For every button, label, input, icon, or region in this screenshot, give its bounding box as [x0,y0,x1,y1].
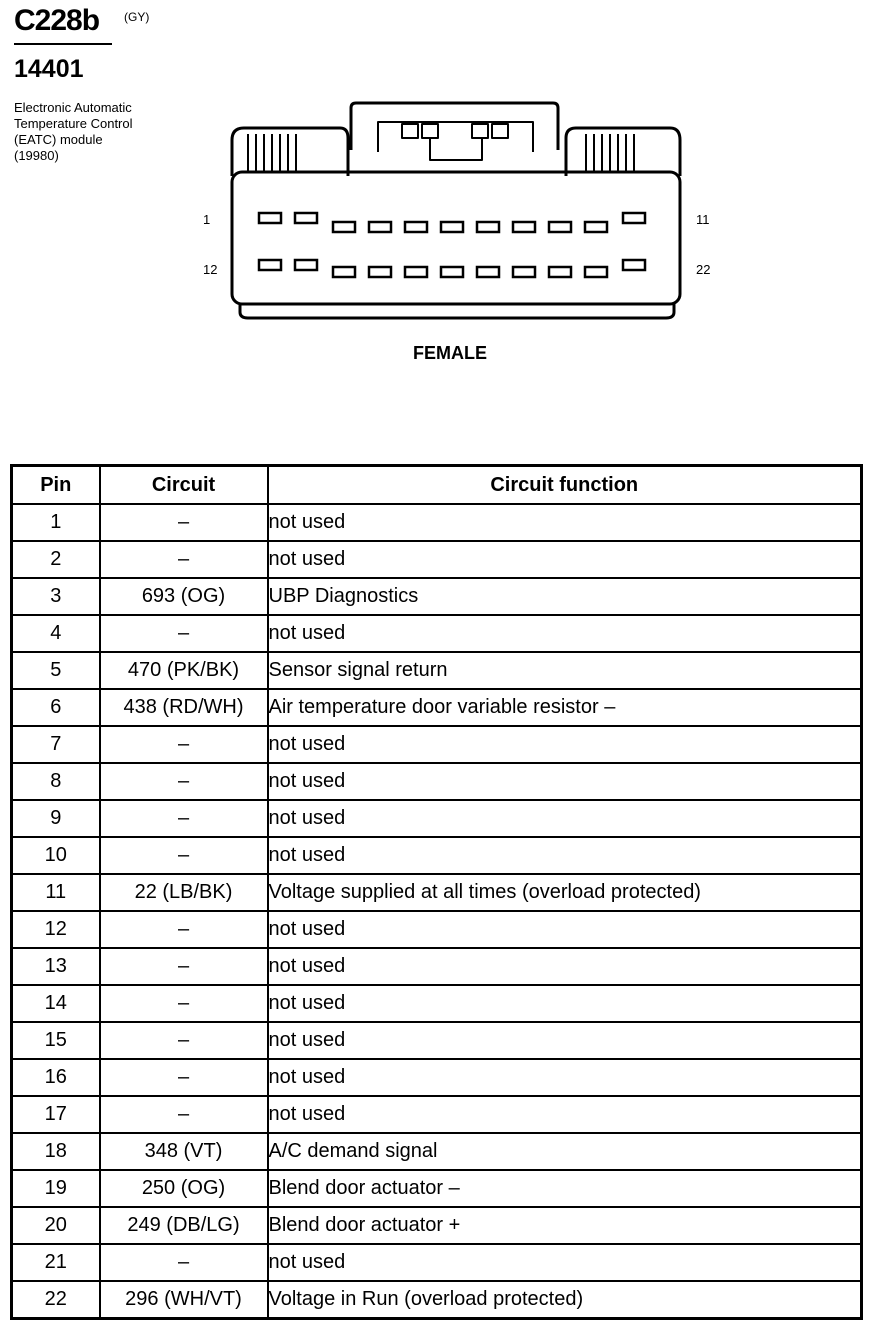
table-row [12,578,862,615]
table-row [12,652,862,689]
description-line: (19980) [14,148,59,163]
circuit-cell: 470 (PK/BK) [100,652,268,689]
description-line: (EATC) module [14,132,103,147]
pin-cavity [405,222,427,232]
pin-cell: 21 [12,1244,100,1281]
circuit-cell: – [100,763,268,800]
column-header-function: Circuit function [268,466,862,505]
pin-cavity [295,213,317,223]
pin-label-12: 12 [203,262,218,277]
pin-cavity [477,222,499,232]
table-row [12,763,862,800]
pin-cell: 8 [12,763,100,800]
column-header-pin: Pin [12,466,100,505]
circuit-cell: 348 (VT) [100,1133,268,1170]
function-cell: Blend door actuator + [268,1207,862,1244]
table-header-row [12,466,862,505]
circuit-cell: – [100,615,268,652]
pin-cell: 14 [12,985,100,1022]
circuit-cell: – [100,1059,268,1096]
pin-cell: 19 [12,1170,100,1207]
pin-label-22: 22 [696,262,711,277]
connector-base [240,304,674,318]
part-number: 14401 [14,55,84,83]
pin-label-11: 11 [696,212,710,227]
table-row [12,985,862,1022]
pin-cell: 6 [12,689,100,726]
pin-cell: 7 [12,726,100,763]
function-cell: not used [268,1022,862,1059]
pin-label-1: 1 [203,212,211,227]
function-cell: A/C demand signal [268,1133,862,1170]
latch-tab [402,124,418,138]
circuit-cell: – [100,837,268,874]
table-row [12,689,862,726]
circuit-cell: – [100,800,268,837]
table-row [12,1207,862,1244]
pin-cell: 10 [12,837,100,874]
latch-tab [472,124,488,138]
pin-cavity [513,222,535,232]
pin-cell: 17 [12,1096,100,1133]
circuit-cell: 250 (OG) [100,1170,268,1207]
function-cell: not used [268,985,862,1022]
function-cell: not used [268,800,862,837]
description-line: Electronic Automatic [14,100,132,115]
function-cell: not used [268,948,862,985]
right-shroud [566,128,680,176]
pin-cell: 16 [12,1059,100,1096]
pin-cell: 1 [12,504,100,541]
circuit-cell: – [100,504,268,541]
table-row [12,541,862,578]
table-row [12,911,862,948]
pin-cavity [549,267,571,277]
pin-cell: 22 [12,1281,100,1319]
function-cell: not used [268,837,862,874]
connector-face-diagram [0,0,872,340]
connector-body [232,172,680,304]
table-row [12,1096,862,1133]
latch-tab [422,124,438,138]
function-cell: Blend door actuator – [268,1170,862,1207]
pin-cavity [441,267,463,277]
circuit-cell: 22 (LB/BK) [100,874,268,911]
function-cell: not used [268,726,862,763]
left-shroud [232,128,348,176]
connector-id: C228b [14,4,100,37]
pin-cell: 4 [12,615,100,652]
function-cell: Air temperature door variable resistor – [268,689,862,726]
circuit-cell: – [100,541,268,578]
table-row [12,1133,862,1170]
circuit-cell: – [100,1096,268,1133]
table-row [12,1281,862,1319]
pin-cell: 18 [12,1133,100,1170]
pin-cavity [333,267,355,277]
circuit-cell: – [100,985,268,1022]
column-header-circuit: Circuit [100,466,268,505]
pin-cavity [369,222,391,232]
table-row [12,837,862,874]
circuit-cell: – [100,948,268,985]
connector-gender-label: FEMALE [413,343,487,363]
circuit-cell: – [100,1244,268,1281]
pin-cavity [259,213,281,223]
pin-cavity [585,267,607,277]
pin-cavity [549,222,571,232]
function-cell: Voltage supplied at all times (overload protected) [268,874,862,911]
function-cell: not used [268,911,862,948]
pin-cell: 3 [12,578,100,615]
circuit-cell: 438 (RD/WH) [100,689,268,726]
latch-tab [492,124,508,138]
pin-cavity [333,222,355,232]
pin-cavity [259,260,281,270]
pin-cell: 5 [12,652,100,689]
pin-cell: 20 [12,1207,100,1244]
circuit-cell: 296 (WH/VT) [100,1281,268,1319]
pin-cell: 9 [12,800,100,837]
pin-cavity [585,222,607,232]
function-cell: not used [268,541,862,578]
pin-cell: 15 [12,1022,100,1059]
description-line: Temperature Control [14,116,133,131]
pin-cavity [477,267,499,277]
function-cell: not used [268,1096,862,1133]
table-row [12,1022,862,1059]
table-row [12,948,862,985]
pin-cavity [295,260,317,270]
latch-bridge [430,138,482,160]
function-cell: UBP Diagnostics [268,578,862,615]
circuit-cell: 249 (DB/LG) [100,1207,268,1244]
circuit-cell: – [100,726,268,763]
pinout-table [10,464,863,1320]
function-cell: not used [268,763,862,800]
circuit-cell: 693 (OG) [100,578,268,615]
connector-color: (GY) [124,10,150,24]
table-row [12,615,862,652]
table-row [12,504,862,541]
function-cell: Sensor signal return [268,652,862,689]
function-cell: Voltage in Run (overload protected) [268,1281,862,1319]
pin-cavity [623,260,645,270]
pin-cell: 11 [12,874,100,911]
pin-cavity [513,267,535,277]
table-row [12,800,862,837]
pin-cell: 12 [12,911,100,948]
pin-cavity [405,267,427,277]
table-row [12,1244,862,1281]
pin-cavity [623,213,645,223]
pin-cavity [369,267,391,277]
circuit-cell: – [100,1022,268,1059]
table-row [12,726,862,763]
pin-cell: 13 [12,948,100,985]
circuit-cell: – [100,911,268,948]
table-row [12,1059,862,1096]
function-cell: not used [268,1244,862,1281]
connector-latch [351,103,558,150]
table-row [12,874,862,911]
pin-cavity [441,222,463,232]
function-cell: not used [268,504,862,541]
table-row [12,1170,862,1207]
function-cell: not used [268,1059,862,1096]
function-cell: not used [268,615,862,652]
pin-cell: 2 [12,541,100,578]
